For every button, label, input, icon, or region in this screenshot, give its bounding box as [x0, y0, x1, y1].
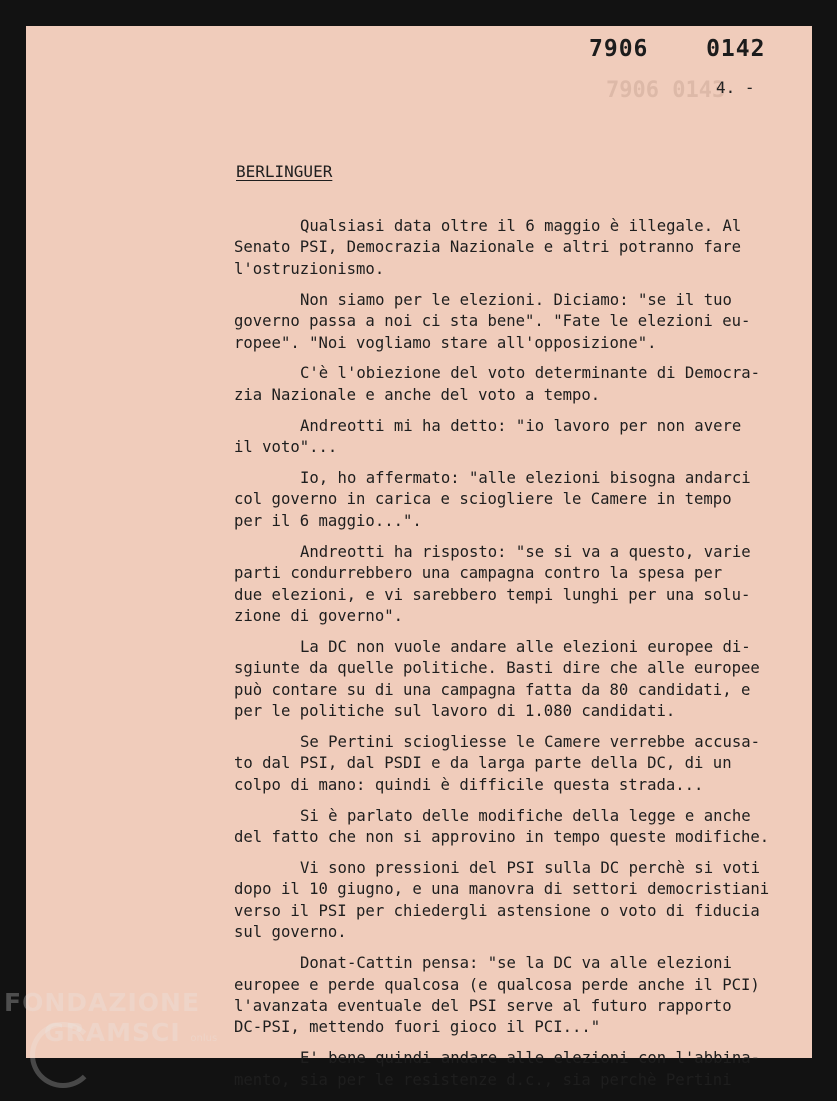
document-page [26, 26, 812, 1089]
watermark-sub: onlus [190, 1033, 218, 1044]
paragraph: Andreotti ha risposto: "se si va a questo, varie parti condurrebbero una campagna contro la spesa per due elezioni, e vi sarebbero tempi lunghi per una solu- zione di governo". [234, 542, 751, 625]
watermark-line2-text: GRAMSCI [44, 1018, 181, 1047]
bleed-through-text: 7906 0143 [606, 78, 726, 103]
section-heading: BERLINGUER [236, 162, 333, 181]
paragraph: Andreotti mi ha detto: "io lavoro per non avere il voto"... [234, 416, 742, 457]
paragraph: Donat-Cattin pensa: "se la DC va alle elezioni europee e perde qualcosa (e qualcosa perde anche il PCI) l'avanzata eventuale del PSI serve al futuro rapporto DC-PSI, mettendo fuori gioco il PCI..." [234, 954, 760, 1037]
paragraph: Vi sono pressioni del PSI sulla DC perchè si voti dopo il 10 giugno, e una manovra di settori democristiani verso il PSI per chiedergli astensione o voto di fiducia sul governo. [234, 859, 770, 942]
paragraph: Non siamo per le elezioni. Diciamo: "se il tuo governo passa a noi ci sta bene". "Fate le elezioni eu- ropee". "Noi vogliamo stare all'opposizione". [234, 290, 751, 352]
paragraph: E' bene quindi andare alle elezioni con l'abbina- mento, sia per le resistenze d.c., sia perchè Pertini [234, 1049, 761, 1089]
paragraph: Si è parlato delle modifiche della legge e anche del fatto che non si approvino in tempo queste modifiche. [234, 806, 770, 847]
body-text [234, 216, 789, 1101]
watermark [4, 988, 217, 1054]
document-number: 7906 0142 [589, 36, 766, 62]
paragraph: C'è l'obiezione del voto determinante di Democra- zia Nazionale e anche del voto a tempo. [234, 364, 761, 404]
page-number: 4. - [716, 78, 755, 97]
watermark-line1: FONDAZIONE [4, 988, 201, 1017]
paragraph: Io, ho affermato: "alle elezioni bisogna andarci col governo in carica e sciogliere le Camere in tempo per il 6 maggio...". [234, 469, 751, 530]
paragraph: Se Pertini sciogliesse le Camere verrebbe accusa- to dal PSI, dal PSDI e da larga parte della DC, di un colpo di mano: quindi è difficile questa strada... [234, 733, 761, 794]
paragraph: Qualsiasi data oltre il 6 maggio è illegale. Al Senato PSI, Democrazia Nazionale e altri potranno fare l'ostruzionismo. [234, 217, 742, 278]
watermark-line2 [4, 1018, 217, 1054]
paragraph: La DC non vuole andare alle elezioni europee di- sgiunte da quelle politiche. Basti dire che alle europee può contare su di una campagna fatta da 80 candidati, e per le politiche sul lavoro di 1.080 candidati. [234, 637, 760, 721]
